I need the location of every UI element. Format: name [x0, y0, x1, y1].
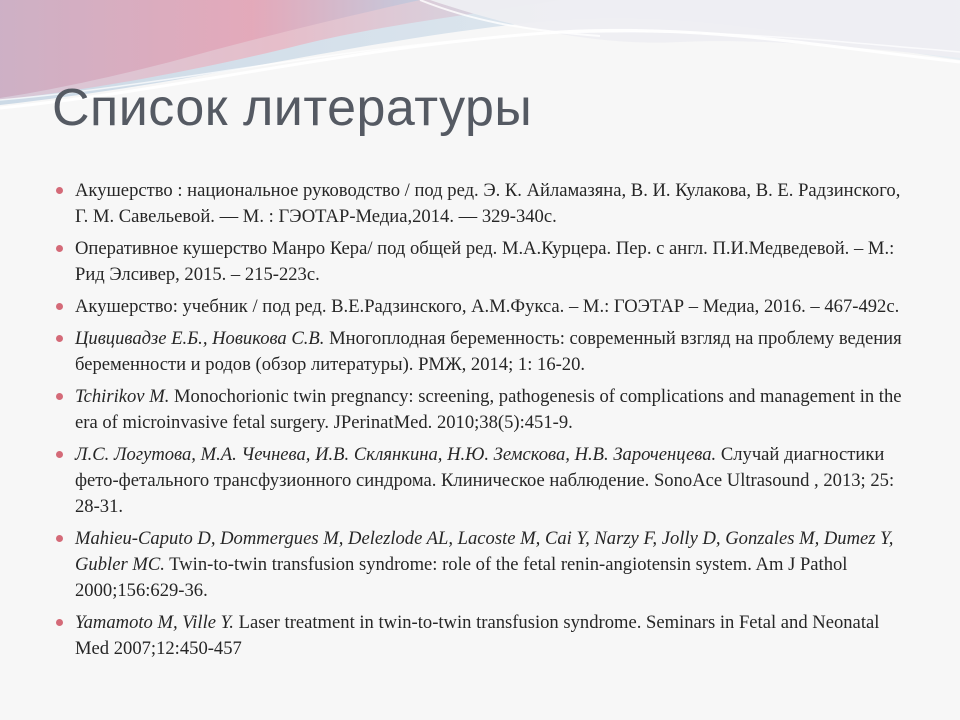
reference-authors: Л.С. Логутова, М.А. Чечнева, И.В. Склянкина, Н.Ю. Земскова, Н.В. Зароченцева.	[75, 444, 717, 465]
reference-text: Акушерство: учебник / под ред. В.Е.Радзинского, А.М.Фукса. – М.: ГОЭТАР – Медиа, 2016. – 467-492с.	[75, 296, 900, 317]
reference-item	[56, 442, 916, 520]
reference-item	[56, 384, 916, 436]
reference-list	[56, 178, 916, 668]
reference-text: Многоплодная беременность: современный взгляд на проблему ведения беременности и родов (обзор литературы). РМЖ, 2014; 1: 16-20.	[75, 328, 902, 375]
reference-item	[56, 610, 916, 662]
bullet-icon	[56, 619, 63, 626]
bullet-icon	[56, 535, 63, 542]
reference-authors: Цивцивадзе Е.Б., Новикова С.В.	[75, 328, 325, 349]
reference-text: Оперативное кушерство Манро Кера/ под общей ред. М.А.Курцера. Пер. с англ. П.И.Медведевой. – М.: Рид Элсивер, 2015. – 215-223с.	[75, 238, 895, 285]
bullet-icon	[56, 187, 63, 194]
reference-authors: Yamamoto M, Ville Y.	[75, 612, 234, 633]
reference-text: Monochorionic twin pregnancy: screening, pathogenesis of complications and management in the era of microinvasive fetal surgery. JPerinatMed. 2010;38(5):451-9.	[75, 386, 902, 433]
reference-item	[56, 294, 916, 320]
bullet-icon	[56, 245, 63, 252]
slide-title: Список литературы	[52, 79, 533, 137]
reference-item	[56, 326, 916, 378]
bullet-icon	[56, 335, 63, 342]
reference-text: Laser treatment in twin-to-twin transfusion syndrome. Seminars in Fetal and Neonatal Med 2007;12:450-457	[75, 612, 880, 659]
reference-authors: Mahieu-Caputo D, Dommergues M, Delezlode AL, Lacoste M, Cai Y, Narzy F, Jolly D, Gonzales M, Dumez Y, Gubler MC.	[75, 528, 894, 575]
bullet-icon	[56, 393, 63, 400]
bullet-icon	[56, 303, 63, 310]
reference-authors: Tchirikov M.	[75, 386, 170, 407]
reference-text: Акушерство : национальное руководство / под ред. Э. К. Айламазяна, В. И. Кулакова, В. Е. Радзинского, Г. М. Савельевой. — М. : ГЭОТАР-Медиа,2014. — 329-340с.	[75, 180, 901, 227]
reference-item	[56, 236, 916, 288]
reference-text: Случай диагностики фето-фетального трансфузионного синдрома. Клиническое наблюдение. SonoAce Ultrasound , 2013; 25: 28-31.	[75, 444, 895, 517]
reference-item	[56, 526, 916, 604]
bullet-icon	[56, 451, 63, 458]
reference-text: Twin-to-twin transfusion syndrome: role of the fetal renin-angiotensin system. Am J Pathol 2000;156:629-36.	[75, 554, 848, 601]
reference-item	[56, 178, 916, 230]
